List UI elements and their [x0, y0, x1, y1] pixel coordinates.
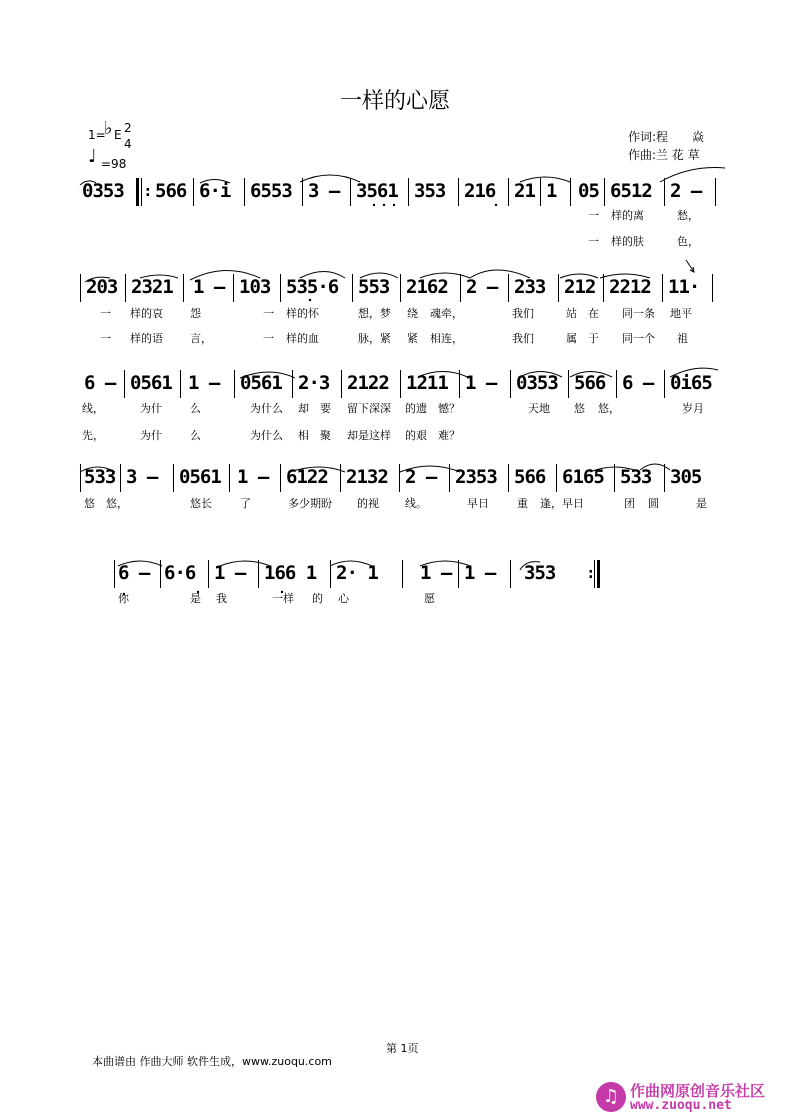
- lyric: 的视: [357, 497, 379, 510]
- measure: 21: [514, 180, 535, 202]
- quarter-note-icon: ♩: [88, 146, 97, 167]
- measure: 2 –: [670, 180, 702, 202]
- lyric: 悠，: [598, 402, 620, 415]
- measure: 553: [358, 276, 390, 298]
- barline: [508, 274, 509, 302]
- lyric: 悠长: [190, 497, 212, 510]
- lyric: 么: [190, 402, 201, 415]
- barline: [400, 370, 401, 398]
- lyric: 站: [566, 307, 577, 320]
- barline: [458, 178, 459, 206]
- measure: 6 –: [118, 562, 150, 584]
- watermark: [592, 1080, 782, 1114]
- lyric: 一: [588, 209, 599, 222]
- lyric: 一: [100, 307, 111, 320]
- barline: [141, 178, 142, 206]
- barline: [603, 274, 604, 302]
- barline: [616, 370, 617, 398]
- measure: 0353: [82, 180, 124, 202]
- barline: [449, 464, 450, 492]
- barline: [540, 178, 541, 206]
- measure: 3 –: [308, 180, 340, 202]
- lyric: 一样: [272, 592, 294, 605]
- repeat-dots: :: [588, 566, 594, 582]
- lyric: 圆: [648, 497, 659, 510]
- measure: 6512: [610, 180, 652, 202]
- page-number: 第 1页: [386, 1042, 419, 1055]
- barline: [80, 464, 81, 492]
- lyric: 祖: [677, 332, 688, 345]
- barline: [180, 370, 181, 398]
- lyric: 的艰: [405, 429, 427, 442]
- lyric: 线，: [82, 402, 104, 415]
- lyric: 紧: [407, 332, 418, 345]
- barline: [173, 464, 174, 492]
- lyric: 绕: [407, 307, 418, 320]
- barline: [459, 370, 460, 398]
- lyric: 同一个: [622, 332, 655, 345]
- barline: [614, 464, 615, 492]
- tempo-value: =98: [101, 157, 127, 171]
- lyric: 愿: [424, 592, 435, 605]
- measure: 533: [620, 466, 652, 488]
- measure: 566: [155, 180, 187, 202]
- measure: 2·3: [298, 372, 330, 394]
- barline: [280, 274, 281, 302]
- lyric: 岁月: [682, 402, 704, 415]
- barline: [508, 464, 509, 492]
- measure: 2353: [455, 466, 497, 488]
- barline: [208, 560, 209, 588]
- barline: [662, 274, 663, 302]
- lyric: 是: [190, 592, 201, 605]
- barline: [510, 560, 511, 588]
- measure: 1 –: [188, 372, 220, 394]
- measure: 0353: [516, 372, 558, 394]
- lyricist: 作词:程 焱: [628, 130, 705, 144]
- lyric: 留下深深: [347, 402, 391, 415]
- measure: 0561: [130, 372, 172, 394]
- barline: [508, 178, 509, 206]
- measure: 1 –: [420, 562, 452, 584]
- lyric: 要: [320, 402, 331, 415]
- measure: 6553: [250, 180, 292, 202]
- lyric: 我: [216, 592, 227, 605]
- barline: [258, 560, 259, 588]
- barline: [193, 178, 194, 206]
- lyric: 一: [263, 332, 274, 345]
- measure: 1 –: [193, 276, 225, 298]
- lyric: 一: [588, 235, 599, 248]
- measure: 11·: [668, 276, 700, 298]
- lyric: 的遗: [405, 402, 427, 415]
- lyric: 线。: [405, 497, 427, 510]
- barline: [229, 464, 230, 492]
- barline: [80, 274, 81, 302]
- lyric: 为什: [140, 402, 162, 415]
- measure: 2 –: [466, 276, 498, 298]
- measure: 233: [514, 276, 546, 298]
- measure: 566: [514, 466, 546, 488]
- measure: 212: [564, 276, 596, 298]
- measure: 2· 1: [336, 562, 378, 584]
- barline: [124, 370, 125, 398]
- barline: [568, 370, 569, 398]
- repeat-end-bar: [597, 560, 600, 588]
- lyric: 样的血: [286, 332, 319, 345]
- measure: 535·6: [286, 276, 339, 298]
- lyric: 色，: [677, 235, 699, 248]
- measure: 0i65: [670, 372, 712, 394]
- lyric: 逢，早日: [540, 497, 584, 510]
- key-label: 1=: [88, 128, 106, 142]
- flat-sign: ♭: [104, 118, 113, 139]
- lyric: 重: [517, 497, 528, 510]
- composer: 作曲:兰 花 草: [628, 148, 700, 162]
- lyric: 悠，: [106, 497, 128, 510]
- barline: [280, 464, 281, 492]
- lyric: 为什么: [250, 402, 283, 415]
- music-logo-icon: ♫: [596, 1082, 626, 1112]
- barline: [234, 370, 235, 398]
- measure: 1 –: [465, 372, 497, 394]
- barline: [302, 178, 303, 206]
- lyric: 为什: [140, 429, 162, 442]
- barline: [556, 464, 557, 492]
- lyric: 你: [118, 592, 129, 605]
- barline: [402, 560, 403, 588]
- measure: 2162: [406, 276, 448, 298]
- measure: 0561: [240, 372, 282, 394]
- measure: 353: [414, 180, 446, 202]
- barline: [120, 464, 121, 492]
- lyric: 天地: [528, 402, 550, 415]
- measure: 05: [578, 180, 599, 202]
- barline: [604, 178, 605, 206]
- measure: 6 –: [84, 372, 116, 394]
- measure: 2212: [609, 276, 651, 298]
- measure: 3561: [356, 180, 398, 202]
- lyric: 样的肤: [611, 235, 644, 248]
- lyric: 属: [566, 332, 577, 345]
- repeat-dots: :: [145, 184, 151, 200]
- measure: 2132: [346, 466, 388, 488]
- lyric: 言，: [190, 332, 212, 345]
- lyric: 团: [624, 497, 635, 510]
- lyric: 于: [588, 332, 599, 345]
- measure: 6165: [562, 466, 604, 488]
- measure: 353: [524, 562, 556, 584]
- song-title: 一样的心愿: [339, 89, 450, 114]
- barline: [114, 560, 115, 588]
- lyric: 愁，: [677, 209, 699, 222]
- lyric: 相连，: [430, 332, 463, 345]
- measure: 1 –: [237, 466, 269, 488]
- lyric: 一: [263, 307, 274, 320]
- barline: [292, 370, 293, 398]
- lyric: 却是这样: [347, 429, 391, 442]
- barline: [664, 464, 665, 492]
- lyric: 聚: [320, 429, 331, 442]
- barline: [712, 274, 713, 302]
- lyric: 的: [312, 592, 323, 605]
- lyric: 样的怀: [286, 307, 319, 320]
- barline: [350, 178, 351, 206]
- key-letter: E: [114, 128, 122, 142]
- barline: [399, 464, 400, 492]
- barline: [510, 370, 511, 398]
- lyric: 样的语: [130, 332, 163, 345]
- lyric: 魂牵，: [430, 307, 463, 320]
- lyric: 早日: [467, 497, 489, 510]
- lyric: 憾？: [438, 402, 460, 415]
- measure: 166 1: [264, 562, 317, 584]
- footer-credit: 本曲谱由 作曲大师 软件生成，www.zuoqu.com: [92, 1055, 332, 1068]
- time-signature-bottom: 4: [124, 137, 132, 151]
- lyric: 我们: [512, 332, 534, 345]
- lyric: 我们: [512, 307, 534, 320]
- lyric: 同一条: [622, 307, 655, 320]
- measure: 305: [670, 466, 702, 488]
- lyric: 是: [696, 497, 707, 510]
- barline: [125, 274, 126, 302]
- lyric: 悠: [84, 497, 95, 510]
- lyric: 了: [240, 497, 251, 510]
- measure: 1211: [406, 372, 448, 394]
- measure: 2122: [347, 372, 389, 394]
- measure: 216: [464, 180, 496, 202]
- time-signature-top: 2: [124, 121, 132, 135]
- watermark-title: 作曲网原创音乐社区: [630, 1082, 766, 1100]
- lyric: 心: [338, 592, 349, 605]
- measure: 533: [84, 466, 116, 488]
- barline: [233, 274, 234, 302]
- lyric: 难？: [438, 429, 460, 442]
- lyric: 一: [100, 332, 111, 345]
- measure: 6122: [286, 466, 328, 488]
- barline: [340, 464, 341, 492]
- barline: [352, 274, 353, 302]
- barline: [460, 274, 461, 302]
- barline: [244, 178, 245, 206]
- barline: [558, 274, 559, 302]
- barline: [183, 274, 184, 302]
- lyric: 地平: [670, 307, 692, 320]
- lyric: 想，梦: [358, 307, 391, 320]
- lyric: 么: [190, 429, 201, 442]
- measure: 1 –: [464, 562, 496, 584]
- lyric: 样的离: [611, 209, 644, 222]
- measure: 1 –: [214, 562, 246, 584]
- lyric: 怨: [190, 307, 201, 320]
- lyric: 悠: [574, 402, 585, 415]
- lyric: 在: [588, 307, 599, 320]
- watermark-url: www.zuoqu.net: [630, 1098, 732, 1113]
- lyric: 却: [298, 402, 309, 415]
- measure: 3 –: [126, 466, 158, 488]
- barline: [594, 560, 595, 588]
- measure: 566: [574, 372, 606, 394]
- measure: 0561: [179, 466, 221, 488]
- barline: [715, 178, 716, 206]
- measure: 1: [546, 180, 557, 202]
- barline: [400, 274, 401, 302]
- barline: [341, 370, 342, 398]
- barline: [570, 178, 571, 206]
- barline: [408, 178, 409, 206]
- measure: 203: [86, 276, 118, 298]
- barline: [664, 178, 665, 206]
- barline: [330, 560, 331, 588]
- lyric: 样的哀: [130, 307, 163, 320]
- measure: 6·i: [199, 180, 231, 202]
- measure: 6 –: [622, 372, 654, 394]
- measure: 6·6: [164, 562, 196, 584]
- lyric: 相: [298, 429, 309, 442]
- barline: [160, 560, 161, 588]
- repeat-bar: [136, 178, 139, 206]
- lyric: 多少期盼: [288, 497, 332, 510]
- barline: [664, 370, 665, 398]
- lyric: 脉，紧: [358, 332, 391, 345]
- lyric: 先，: [82, 429, 104, 442]
- lyric: 为什么: [250, 429, 283, 442]
- measure: 2321: [131, 276, 173, 298]
- barline: [458, 560, 459, 588]
- measure: 103: [239, 276, 271, 298]
- measure: 2 –: [405, 466, 437, 488]
